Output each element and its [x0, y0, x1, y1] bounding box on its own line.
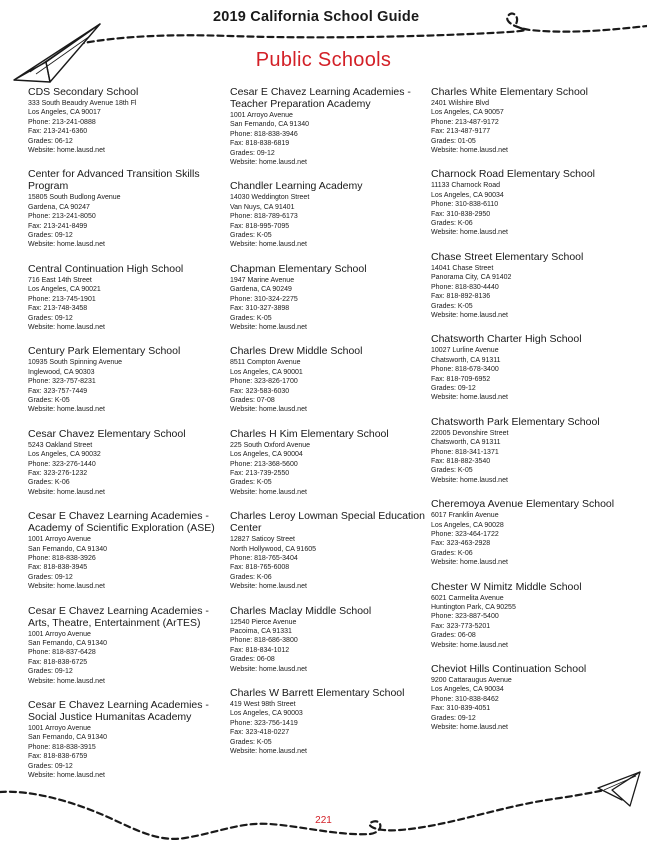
school-name: Chatsworth Park Elementary School	[431, 415, 600, 428]
school-grades: Grades: 06-12	[28, 137, 73, 145]
school-phone: Phone: 213-368-5600	[230, 460, 298, 468]
school-website: Website: home.lausd.net	[28, 772, 105, 780]
school-website: Website: home.lausd.net	[230, 583, 307, 591]
school-city: San Fernando, CA 91340	[28, 545, 108, 553]
school-address: 9200 Cattaraugus Avenue	[431, 677, 512, 685]
school-fax: Fax: 323-583-6030	[230, 387, 290, 395]
school-phone: Phone: 818-838-3946	[230, 130, 298, 138]
school-address: 5243 Oakland Street	[28, 441, 93, 449]
school-name: CDS Secondary School	[28, 86, 139, 98]
school-column-1	[28, 86, 223, 794]
school-website: Website: home.lausd.net	[28, 323, 105, 331]
school-grades: Grades: K-05	[28, 396, 70, 404]
school-city: North Hollywood, CA 91605	[230, 545, 316, 553]
school-website: Website: home.lausd.net	[431, 476, 508, 484]
school-website: Website: home.lausd.net	[28, 488, 105, 496]
school-grades: Grades: 09-12	[431, 714, 476, 722]
school-website: Website: home.lausd.net	[431, 147, 508, 155]
school-city: Pacoima, CA 91331	[230, 628, 292, 636]
school-phone: Phone: 818-686-3800	[230, 637, 298, 645]
school-grades: Grades: 06-08	[431, 632, 476, 640]
school-name: Charles Leroy Lowman Special Education Center	[230, 510, 425, 535]
school-address: 12540 Pierce Avenue	[230, 618, 297, 626]
school-column-3	[431, 86, 626, 746]
school-website: Website: home.lausd.net	[28, 677, 105, 685]
school-fax: Fax: 818-882-3540	[431, 457, 491, 465]
school-fax: Fax: 818-995-7095	[230, 222, 290, 230]
school-city: Chatsworth, CA 91311	[431, 356, 501, 364]
school-fax: Fax: 818-709-6952	[431, 375, 491, 383]
school-city: Los Angeles, CA 90057	[431, 109, 504, 117]
school-entry	[230, 86, 425, 167]
school-name: Chester W Nimitz Middle School	[431, 580, 582, 593]
school-address: 1001 Arroyo Avenue	[230, 112, 293, 119]
guide-title: 2019 California School Guide	[213, 9, 420, 25]
school-website: Website: home.lausd.net	[28, 147, 105, 155]
school-address: 15805 South Budlong Avenue	[28, 194, 121, 202]
school-entry	[28, 263, 223, 332]
school-address: 333 South Beaudry Avenue 18th Fl	[28, 100, 137, 107]
school-website: Website: home.lausd.net	[28, 241, 105, 249]
school-phone: Phone: 213-241-8050	[28, 213, 96, 221]
school-address: 8511 Compton Avenue	[230, 359, 301, 367]
school-fax: Fax: 213-487-9177	[431, 128, 491, 136]
school-entry	[28, 86, 223, 155]
school-city: San Fernando, CA 91340	[28, 734, 108, 742]
school-address: 2401 Wilshire Blvd	[431, 100, 489, 107]
school-city: Huntington Park, CA 90255	[431, 604, 516, 612]
school-name: Century Park Elementary School	[28, 345, 181, 358]
school-grades: Grades: 09-12	[28, 668, 73, 676]
school-grades: Grades: 01-05	[431, 137, 476, 145]
school-city: Los Angeles, CA 90028	[431, 521, 504, 529]
school-fax: Fax: 818-838-6725	[28, 658, 88, 666]
school-address: 1001 Arroyo Avenue	[28, 536, 91, 544]
school-entry	[28, 605, 223, 686]
school-address: 1001 Arroyo Avenue	[28, 630, 91, 638]
school-name: Cheremoya Avenue Elementary School	[431, 498, 615, 511]
school-city: San Fernando, CA 91340	[230, 121, 310, 129]
school-address: 1947 Marine Avenue	[230, 276, 295, 284]
school-entry	[28, 510, 223, 591]
school-grades: Grades: 09-12	[28, 314, 73, 322]
school-name: Chase Street Elementary School	[431, 250, 584, 263]
school-name: Charles Maclay Middle School	[230, 604, 372, 617]
school-website: Website: home.lausd.net	[230, 159, 307, 167]
school-name: Cesar E Chavez Learning Academies - Social Justice Humanitas Academy	[28, 699, 209, 724]
school-name: Charles Drew Middle School	[230, 345, 363, 358]
school-entry	[431, 498, 626, 567]
school-grades: Grades: 09-12	[28, 762, 73, 770]
school-grades: Grades: 09-12	[230, 149, 275, 157]
school-fax: Fax: 818-834-1012	[230, 646, 290, 654]
school-grades: Grades: K-05	[431, 302, 473, 310]
school-city: San Fernando, CA 91340	[28, 640, 108, 648]
school-grades: Grades: K-05	[230, 479, 272, 487]
school-entry	[28, 428, 223, 497]
school-fax: Fax: 818-765-6008	[230, 564, 290, 572]
school-entry	[431, 416, 626, 485]
school-address: 6021 Carmelita Avenue	[431, 594, 504, 602]
school-entry	[230, 428, 425, 497]
school-website: Website: home.lausd.net	[230, 665, 307, 673]
school-phone: Phone: 818-838-3915	[28, 743, 96, 751]
school-website: Website: home.lausd.net	[230, 406, 307, 414]
school-city: Los Angeles, CA 90032	[28, 451, 101, 459]
school-fax: Fax: 310-838-2950	[431, 210, 491, 218]
school-entry	[28, 345, 223, 414]
school-fax: Fax: 310-327-3898	[230, 305, 290, 313]
school-entry	[230, 263, 425, 332]
school-address: 419 West 98th Street	[230, 701, 296, 709]
school-city: Gardena, CA 90249	[230, 286, 292, 294]
school-fax: Fax: 213-748-3458	[28, 305, 88, 313]
school-name: Central Continuation High School	[28, 262, 184, 275]
school-address: 1001 Arroyo Avenue	[28, 725, 91, 733]
school-name: Charles W Barrett Elementary School	[230, 687, 405, 700]
school-grades: Grades: 06-08	[230, 656, 275, 664]
school-address: 716 East 14th Street	[28, 276, 92, 284]
school-fax: Fax: 323-418-0227	[230, 729, 290, 737]
school-name: Cheviot Hills Continuation School	[431, 663, 587, 676]
school-grades: Grades: 09-12	[28, 573, 73, 581]
school-address: 225 South Oxford Avenue	[230, 441, 311, 449]
school-grades: Grades: K-05	[431, 467, 473, 475]
school-grades: Grades: 09-12	[431, 384, 476, 392]
school-name: Charles White Elementary School	[431, 86, 588, 98]
school-name: Charnock Road Elementary School	[431, 168, 596, 181]
school-website: Website: home.lausd.net	[230, 323, 307, 331]
school-entry	[431, 581, 626, 650]
school-phone: Phone: 323-464-1722	[431, 531, 499, 538]
school-fax: Fax: 818-838-3945	[28, 564, 88, 572]
school-city: Panorama City, CA 91402	[431, 274, 512, 282]
school-phone: Phone: 323-887-5400	[431, 613, 499, 621]
school-grades: Grades: K-05	[230, 314, 272, 322]
school-entry	[28, 168, 223, 249]
school-phone: Phone: 818-765-3404	[230, 555, 298, 562]
school-name: Cesar E Chavez Learning Academies - Teacher Preparation Academy	[230, 86, 411, 110]
school-name: Cesar Chavez Elementary School	[28, 427, 186, 440]
school-phone: Phone: 818-837-6428	[28, 649, 96, 657]
school-website: Website: home.lausd.net	[431, 311, 508, 319]
school-fax: Fax: 213-241-8499	[28, 222, 88, 230]
school-city: Los Angeles, CA 90034	[431, 191, 504, 199]
school-website: Website: home.lausd.net	[431, 559, 508, 567]
school-phone: Phone: 323-756-1419	[230, 719, 298, 727]
paper-airplane-icon	[598, 772, 640, 806]
school-name: Charles H Kim Elementary School	[230, 427, 389, 440]
school-city: Los Angeles, CA 90021	[28, 286, 101, 294]
school-website: Website: home.lausd.net	[230, 748, 307, 756]
school-address: 11133 Charnock Road	[431, 182, 501, 190]
page-number: 221	[315, 815, 332, 826]
school-city: Los Angeles, CA 90017	[28, 109, 101, 117]
school-phone: Phone: 310-838-6110	[431, 201, 499, 209]
school-phone: Phone: 310-324-2275	[230, 295, 298, 303]
school-name: Chapman Elementary School	[230, 262, 367, 275]
school-website: Website: home.lausd.net	[28, 406, 105, 414]
school-phone: Phone: 213-487-9172	[431, 118, 499, 126]
school-fax: Fax: 323-463-2928	[431, 540, 491, 548]
school-fax: Fax: 213-739-2550	[230, 469, 290, 477]
school-entry	[431, 168, 626, 237]
school-fax: Fax: 818-838-6759	[28, 753, 88, 761]
school-fax: Fax: 323-757-7449	[28, 387, 88, 395]
school-city: Inglewood, CA 90303	[28, 368, 95, 376]
school-grades: Grades: K-06	[431, 220, 473, 228]
school-address: 14041 Chase Street	[431, 264, 494, 272]
school-phone: Phone: 818-678-3400	[431, 366, 499, 374]
school-name: Chatsworth Charter High School	[431, 333, 582, 346]
school-website: Website: home.lausd.net	[230, 488, 307, 496]
school-name: Cesar E Chavez Learning Academies - Academy of Scientific Exploration (ASE)	[28, 510, 215, 535]
school-city: Van Nuys, CA 91401	[230, 203, 295, 211]
school-fax: Fax: 323-276-1232	[28, 469, 88, 477]
school-website: Website: home.lausd.net	[431, 641, 508, 649]
school-city: Los Angeles, CA 90004	[230, 451, 303, 459]
school-website: Website: home.lausd.net	[230, 241, 307, 249]
school-website: Website: home.lausd.net	[431, 229, 508, 237]
school-name: Chandler Learning Academy	[230, 180, 363, 193]
school-entry	[230, 687, 425, 756]
school-entry	[431, 86, 626, 155]
school-phone: Phone: 310-838-8462	[431, 695, 499, 703]
school-grades: Grades: 07-08	[230, 396, 275, 404]
school-entry	[230, 605, 425, 674]
school-phone: Phone: 323-757-8231	[28, 378, 96, 386]
school-entry	[230, 345, 425, 414]
school-grades: Grades: K-06	[28, 479, 70, 487]
school-grades: Grades: 09-12	[28, 232, 73, 240]
school-address: 10935 South Spinning Avenue	[28, 359, 123, 367]
school-address: 10027 Lurline Avenue	[431, 347, 499, 355]
section-title: Public Schools	[255, 49, 392, 71]
school-phone: Phone: 818-341-1371	[431, 448, 499, 456]
school-fax: Fax: 310-839-4051	[431, 705, 491, 713]
school-phone: Phone: 323-826-1700	[230, 378, 298, 386]
school-phone: Phone: 818-789-6173	[230, 213, 298, 221]
school-entry	[431, 333, 626, 402]
school-website: Website: home.lausd.net	[431, 394, 508, 402]
school-fax: Fax: 323-773-5201	[431, 622, 491, 630]
school-entry	[230, 180, 425, 249]
school-phone: Phone: 213-241-0888	[28, 118, 96, 126]
school-address: 12827 Saticoy Street	[230, 536, 295, 544]
school-website: Website: home.lausd.net	[28, 583, 105, 591]
school-address: 6017 Franklin Avenue	[431, 512, 499, 520]
school-phone: Phone: 818-830-4440	[431, 283, 499, 291]
school-address: 14030 Weddington Street	[230, 194, 310, 202]
school-city: Chatsworth, CA 91311	[431, 439, 501, 447]
school-city: Los Angeles, CA 90034	[431, 686, 504, 694]
school-fax: Fax: 213-241-6360	[28, 128, 88, 136]
school-city: Gardena, CA 90247	[28, 203, 90, 211]
school-phone: Phone: 323-276-1440	[28, 460, 96, 468]
school-name: Center for Advanced Transition Skills Program	[28, 168, 200, 193]
school-entry	[28, 699, 223, 780]
school-entry	[431, 663, 626, 732]
school-fax: Fax: 818-838-6819	[230, 140, 290, 148]
school-column-2	[230, 86, 425, 770]
school-phone: Phone: 818-838-3926	[28, 555, 96, 562]
school-grades: Grades: K-05	[230, 738, 272, 746]
school-grades: Grades: K-05	[230, 232, 272, 240]
school-entry	[431, 251, 626, 320]
school-address: 22005 Devonshire Street	[431, 429, 509, 437]
school-website: Website: home.lausd.net	[431, 724, 508, 732]
school-name: Cesar E Chavez Learning Academies - Arts, Theatre, Entertainment (ArTES)	[28, 604, 209, 629]
school-grades: Grades: K-06	[431, 549, 473, 557]
school-entry	[230, 510, 425, 591]
school-city: Los Angeles, CA 90001	[230, 368, 303, 376]
school-fax: Fax: 818-892-8136	[431, 293, 491, 301]
school-grades: Grades: K-06	[230, 573, 272, 581]
school-phone: Phone: 213-745-1901	[28, 295, 96, 303]
school-city: Los Angeles, CA 90003	[230, 710, 303, 718]
